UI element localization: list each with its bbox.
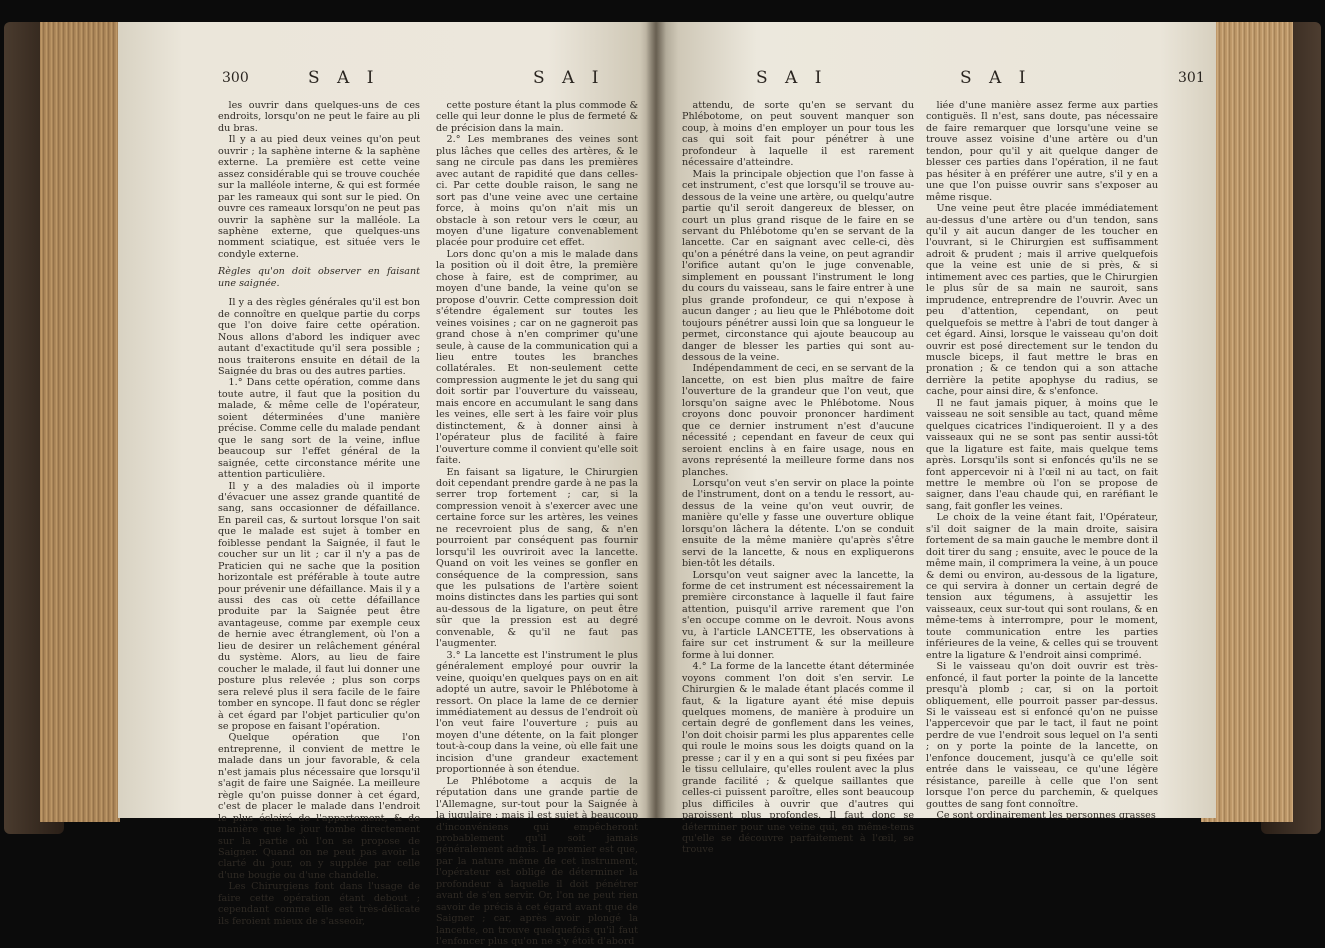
- paragraph: attendu, de sorte qu'en se servant du Phlébotome, on peut souvent manquer son coup, à moins d'en employer un pour tous les cas qui soit fait pour pénétrer à une profondeur à laquelle il est rarement nécessaire d'atteindre.: [682, 100, 914, 169]
- paragraph: Une veine peut être placée immédiatement au-dessus d'une artère ou d'un tendon, sans qu'il y ait aucun danger de les toucher en l'ouvrant, si le Chirurgien est suffisamment adroit & prudent ; mais il arrive quelquefois que la veine est unie de si près, & si intimement avec ces parties, que le Chirurgien le plus sûr de sa main ne sauroit, sans imprudence, entreprendre de l'ouvrir. Avec un peu d'attention, cependant, on peut quelquefois se mettre à l'abri de tout danger à cet égard. Ainsi, lorsque le vaisseau qu'on doit ouvrir est posé directement sur le tendon du muscle biceps, il faut mettre le bras en pronation ; & ce tendon qui a son attache derrière la petite apophyse du radius, se cache, pour ainsi dire, & s'enfonce.: [926, 203, 1158, 398]
- text-column: [218, 100, 420, 927]
- paragraph: Lors donc qu'on a mis le malade dans la position où il doit être, la première chose à faire, est de comprimer, au moyen d'une bande, la veine qu'on se propose d'ouvrir. Cette compression doit s'étendre également sur toutes les veines voisines ; car on ne gagneroit pas grand chose à n'en comprimer qu'une seule, à cause de la communication qui a lieu entre toutes les branches collatérales. Et non-seulement cette compression augmente le jet du sang qui doit sortir par l'ouverture du vaisseau, mais encore en accumulant le sang dans les veines, elle sert à les faire voir plus distinctement, & à donner ainsi à l'opérateur plus de facilité à faire l'ouverture comme il convient qu'elle soit faite.: [436, 248, 638, 467]
- running-header: S A I: [756, 68, 828, 88]
- running-header: S A I: [533, 68, 605, 88]
- paragraph: Le Phlébotome a acquis de la réputation dans une grande partie de l'Allemagne, sur-tout pour la Saignée à la jugulaire ; mais il est sujet à beaucoup d'inconvéniens qui empêcheront probablement qu'il soit jamais généralement admis. Le premier est que, par la nature même de cet instrument, l'opérateur est obligé de déterminer la profondeur à laquelle il doit pénétrer avant de s'en servir. Or, l'on ne peut rien savoir de précis à cet égard avant que de Saigner ; car, après avoir plongé la lancette, on trouve quelquefois qu'il faut l'enfoncer plus qu'on ne s'y étoit d'abord: [436, 775, 638, 948]
- paragraph: Si le vaisseau qu'on doit ouvrir est très-enfoncé, il faut porter la pointe de la lancette presqu'à plomb ; car, si on la portoit obliquement, elle pourroit passer par-dessus. Si le vaisseau est si enfoncé qu'on ne puisse l'appercevoir que par le tact, il faut ne point perdre de vue l'endroit sous lequel on l'a senti ; on y porte la pointe de la lancette, on l'enfonce doucement, jusqu'à ce qu'elle soit entrée dans le vaisseau, ce qu'une légère résistance, pareille à celle que l'on sent lorsque l'on perce du parchemin, & quelques gouttes de sang font connoître.: [926, 661, 1158, 810]
- paragraph: Lorsqu'on veut s'en servir on place la pointe de l'instrument, dont on a tendu le ressort, au-dessus de la veine qu'on veut ouvrir, de manière qu'elle y fasse une ouverture oblique lorsqu'on lâchera la détente. L'on se conduit ensuite de la même manière qu'après s'être servi de la lancette, & nous en expliquerons bien-tôt les détails.: [682, 477, 914, 570]
- paragraph: Indépendamment de ceci, en se servant de la lancette, on est bien plus maître de faire l'ouverture de la grandeur que l'on veut, que lorsqu'on saigne avec le Phlébotome. Nous croyons donc pouvoir prononcer hardiment que ce dernier instrument n'est d'aucune nécessité ; cependant en faveur de ceux qui seroient enclins à en faire usage, nous en avons représenté la meilleure forme dans nos planches.: [682, 363, 914, 478]
- paragraph: Le choix de la veine étant fait, l'Opérateur, s'il doit saigner de la main droite, saisira fortement de sa main gauche le membre dont il doit tirer du sang ; ensuite, avec le pouce de la même main, il comprimera la veine, à un pouce & demi ou environ, au-dessous de la ligature, ce qui servira à donner un certain degré de tension aux tégumens, à assujettir les vaisseaux, ceux sur-tout qui sont roulans, & en même-tems à interrompre, pour le moment, toute communication entre les parties inférieures de la veine, & celles qui se trouvent entre la ligature & l'endroit ainsi comprimé.: [926, 512, 1158, 661]
- paragraph: cette posture étant la plus commode & celle qui leur donne le plus de fermeté & de précision dans la main.: [436, 100, 638, 134]
- paragraph: 1.° Dans cette opération, comme dans toute autre, il faut que la position du malade, & même celle de l'opérateur, soient déterminées d'une manière précise. Comme celle du malade pendant que le sang sort de la veine, influe beaucoup sur l'effet général de la saignée, cette circonstance mérite une attention particulière.: [218, 377, 420, 481]
- paragraph: Il y a des maladies où il importe d'évacuer une assez grande quantité de sang, sans occasionner de défaillance. En pareil cas, & surtout lorsque l'on sait que le malade est sujet à tomber en foiblesse pendant la Saignée, il faut le coucher sur un lit ; car il n'y a pas de Praticien qui ne sache que la position horizontale est préférable à toute autre pour prévenir une défaillance. Mais il y a aussi des cas où cette défaillance produite par la Saignée peut être avantageuse, comme par exemple ceux de hernie avec étranglement, où l'on a lieu de desirer un relâchement général du système. Alors, au lieu de faire coucher le malade, il faut lui donner une posture plus relevée ; plus son corps sera relevé plus il sera facile de le faire tomber en syncope. Il faut donc se régler à cet égard par l'objet particulier qu'on se propose en faisant l'opération.: [218, 480, 420, 733]
- paragraph: les ouvrir dans quelques-uns de ces endroits, lorsqu'on ne peut le faire au pli du bras.: [218, 100, 420, 134]
- paragraph: Mais la principale objection que l'on fasse à cet instrument, c'est que lorsqu'il se trouve au-dessous de la veine une artère, ou quelqu'autre partie qu'il seroit dangereux de blesser, on court un plus grand risque de le faire en se servant du Phlébotome qu'en se servant de la lancette. Car en saignant avec celle-ci, dès qu'on a pénétré dans la veine, on peut agrandir l'orifice autant qu'on le juge convenable, simplement en poussant l'instrument le long du cours du vaisseau, sans le faire entrer à une plus grande profondeur, ce qui n'expose à aucun danger ; au lieu que le Phlébotome doit toujours pénétrer aussi loin que sa longueur le permet, circonstance qui ajoute beaucoup au danger de blesser les parties qui sont au-dessous de la veine.: [682, 168, 914, 363]
- page-number: 300: [222, 70, 249, 86]
- paragraph: 3.° La lancette est l'instrument le plus généralement employé pour ouvrir la veine, quoiqu'en quelques pays on en ait adopté un autre, savoir le Phlébotome à ressort. On place la lame de ce dernier immédiatement au dessus de l'endroit où l'on veut faire l'ouverture ; puis au moyen d'une détente, on la fait plonger tout-à-coup dans la veine, où elle fait une incision d'une grandeur exactement proportionnée à son étendue.: [436, 649, 638, 776]
- paragraph: Ce sont ordinairement les personnes grasses: [936, 810, 1156, 822]
- paragraph: 4.° La forme de la lancette étant déterminée voyons comment l'on doit s'en servir. Le Chirurgien & le malade étant placés comme il faut, & la ligature ayant été mise depuis quelques momens, de manière à produire un certain degré de gonflement dans les veines, l'on doit choisir parmi les plus apparentes celle qui roule le moins sous les doigts quand on la presse ; car il y en a qui sont si peu fixées par le tissu cellulaire, qu'elles roulent avec la plus grande facilité ; & quelque saillantes que celles-ci puissent paroître, elles sont beaucoup plus difficiles à ouvrir que d'autres qui paroissent plus profondes. Il faut donc se déterminer pour une veine qui, en même-tems qu'elle se découvre parfaitement à l'œil, se trouve: [682, 661, 914, 856]
- page-edges-left: [40, 22, 120, 822]
- page-number: 301: [1178, 70, 1205, 86]
- paragraph: En faisant sa ligature, le Chirurgien doit cependant prendre garde à ne pas la serrer trop fortement ; car, si la compression venoit à s'exercer avec une certaine force sur les artères, les veines ne recevroient plus de sang, & n'en pourroient par conséquent pas fournir lorsqu'il les ouvriroit avec la lancette. Quand on voit les veines se gonfler en conséquence de la compression, sans que les pulsations de l'artère soient moins distinctes dans les parties qui sont au-dessous de la ligature, on peut être sûr que la pression est au degré convenable, & qu'il ne faut pas l'augmenter.: [436, 466, 638, 650]
- book-gutter: [646, 22, 666, 818]
- paragraph: liée d'une manière assez ferme aux parties contiguës. Il n'est, sans doute, pas nécessaire de faire remarquer que lorsqu'une veine se trouve assez voisine d'une artère ou d'un tendon, pour qu'il y ait quelque danger de blesser ces parties dans l'opération, il ne faut pas hésiter à en préférer une autre, s'il y en a une que l'on puisse ouvrir sans s'exposer au même risque.: [926, 100, 1158, 203]
- running-header: S A I: [308, 68, 380, 88]
- text-column: [926, 100, 1158, 824]
- text-column: [682, 100, 914, 856]
- paragraph: Il y a au pied deux veines qu'on peut ouvrir ; la saphène interne & la saphène externe. La première est cette veine assez considérable qui se trouve couchée sur la malléole interne, & qui est formée par les rameaux qui sont sur le pied. On ouvre ces rameaux lorsqu'on ne peut pas ouvrir la saphène sur la malléole. La saphène externe, que quelques-uns nomment sciatique, est située vers le condyle externe.: [218, 134, 420, 260]
- paragraph: 2.° Les membranes des veines sont plus lâches que celles des artères, & le sang ne circule pas dans les premières avec autant de rapidité que dans celles-ci. Par cette double raison, le sang ne sort pas d'une veine avec une certaine force, à moins qu'on n'ait mis un obstacle à son retour vers le cœur, au moyen d'une ligature convenablement placée pour produire cet effet.: [436, 134, 638, 249]
- paragraph: Lorsqu'on veut saigner avec la lancette, la forme de cet instrument est nécessairement la première circonstance à laquelle il faut faire attention, puisqu'il arrive rarement que l'on s'en occupe comme on le devroit. Nous avons vu, à l'article LANCETTE, les observations à faire sur cet instrument & sur la meilleure forme à lui donner.: [682, 569, 914, 661]
- right-page: [656, 22, 1216, 856]
- left-page: [118, 22, 656, 948]
- paragraph: Règles qu'on doit observer en faisant une saignée.: [218, 266, 420, 289]
- paragraph: Les Chirurgiens font dans l'usage de faire cette opération étant debout ; cependant comme elle est très-délicate ils feroient mieux de s'asseoir,: [218, 881, 420, 927]
- paragraph: Quelque opération que l'on entreprenne, il convient de mettre le malade dans un jour favorable, & cela n'est jamais plus nécessaire que lorsqu'il s'agit de faire une Saignée. La meilleure règle qu'on puisse donner à cet égard, c'est de placer le malade dans l'endroit le plus éclairé de l'appartement, & de manière que le jour tombe directement sur la partie où l'on se propose de Saigner. Quand on ne peut pas avoir la clarté du jour, on y supplée par celle d'une bougie ou d'une chandelle.: [218, 732, 420, 881]
- text-column: [436, 100, 638, 948]
- running-header: S A I: [960, 68, 1032, 88]
- paragraph: Il ne faut jamais piquer, à moins que le vaisseau ne soit sensible au tact, quand même quelques cicatrices l'indiqueroient. Il y a des vaisseaux qui ne se sont pas sentir aussi-tôt que la ligature est faite, mais quelque tems après. Lorsqu'ils sont si enfoncés qu'ils ne se font appercevoir ni à l'œil ni au tact, on fait mettre le membre où l'on se propose de saigner, dans l'eau chaude qui, en raréfiant le sang, fait gonfler les veines.: [926, 397, 1158, 512]
- paragraph: Il y a des règles générales qu'il est bon de connoître en quelque partie du corps que l'on doive faire cette opération. Nous allons d'abord les indiquer avec autant d'exactitude qu'il sera possible ; nous traiterons ensuite en détail de la Saignée du bras ou des autres parties.: [218, 297, 420, 377]
